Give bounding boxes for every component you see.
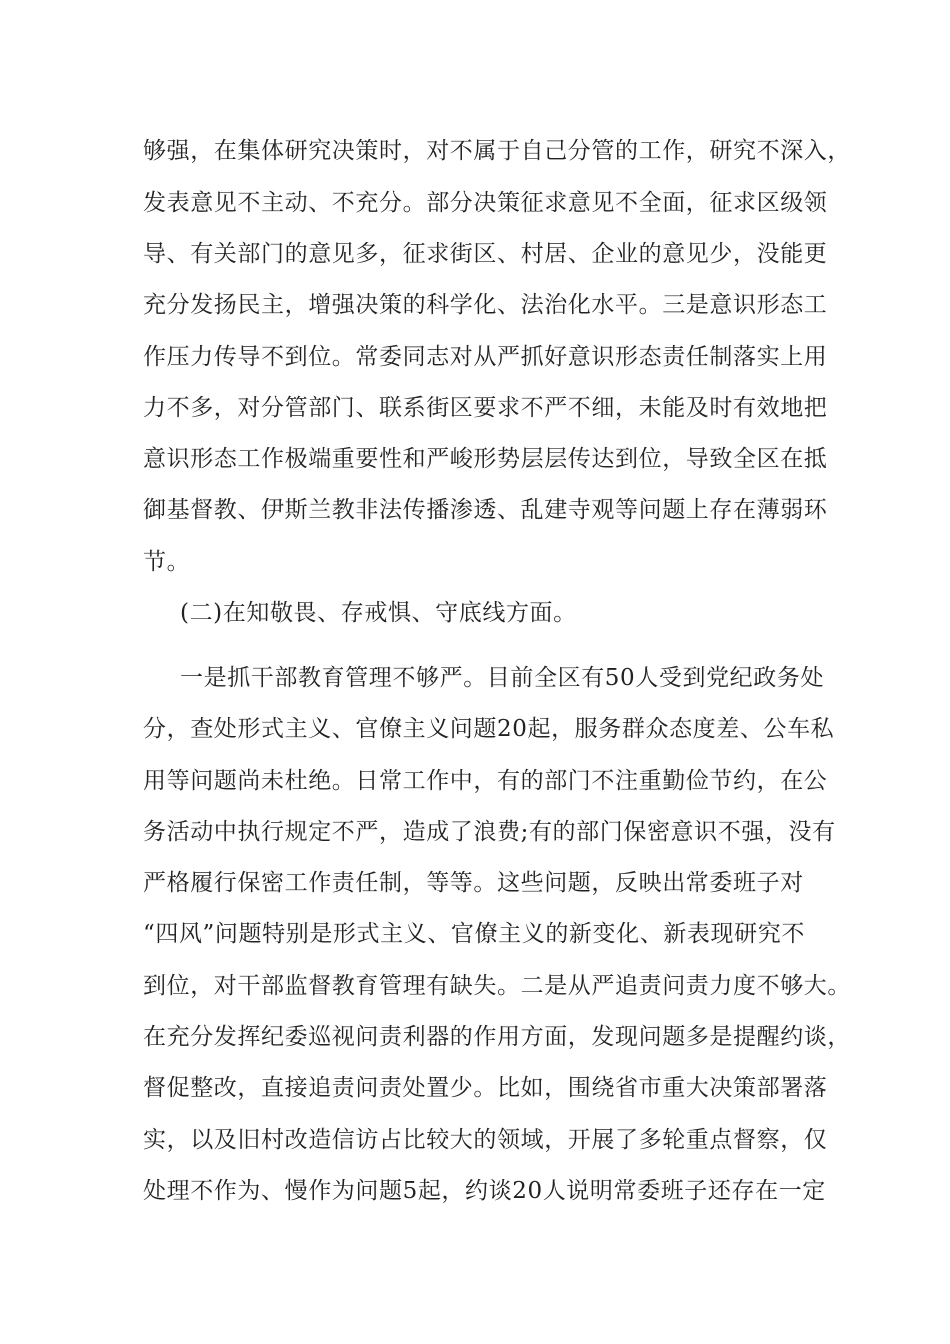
text-line: 意识形态工作极端重要性和严峻形势层层传达到位，导致全区在抵 (143, 446, 828, 472)
text-line: 督促整改，直接追责问责处置少。比如，围绕省市重大决策部署落 (143, 1075, 828, 1101)
text-line: 实，以及旧村改造信访占比较大的领域，开展了多轮重点督察，仅 (143, 1127, 828, 1153)
section-heading: (二)在知敬畏、存戒惧、守底线方面。 (180, 600, 577, 626)
text-line: 充分发扬民主，增强决策的科学化、法治化水平。三是意识形态工 (143, 292, 828, 318)
text-line: 在充分发挥纪委巡视问责利器的作用方面，发现问题多是提醒约谈， (143, 1024, 851, 1050)
text-line: 够强，在集体研究决策时，对不属于自己分管的工作，研究不深入， (143, 138, 851, 164)
text-line: 导、有关部门的意见多，征求街区、村居、企业的意见少，没能更 (143, 241, 828, 267)
text-line: 力不多，对分管部门、联系街区要求不严不细，未能及时有效地把 (143, 395, 828, 421)
text-line: 到位，对干部监督教育管理有缺失。二是从严追责问责力度不够大。 (143, 973, 851, 999)
text-line: 用等问题尚未杜绝。日常工作中，有的部门不注重勤俭节约，在公 (143, 768, 828, 794)
text-line: 严格履行保密工作责任制，等等。这些问题，反映出常委班子对 (143, 870, 804, 896)
text-line: 一是抓干部教育管理不够严。目前全区有50人受到党纪政务处 (180, 665, 825, 691)
text-line: 处理不作为、慢作为问题5起，约谈20人说明常委班子还存在一定 (143, 1178, 826, 1204)
text-line: 御基督教、伊斯兰教非法传播渗透、乱建寺观等问题上存在薄弱环 (143, 497, 828, 523)
text-line: 务活动中执行规定不严，造成了浪费;有的部门保密意识不强，没有 (143, 819, 836, 845)
text-line: 作压力传导不到位。常委同志对从严抓好意识形态责任制落实上用 (143, 344, 828, 370)
text-line: 分，查处形式主义、官僚主义问题20起，服务群众态度差、公车私 (143, 716, 835, 742)
text-line: “四风”问题特别是形式主义、官僚主义的新变化、新表现研究不 (143, 921, 805, 947)
text-line: 发表意见不主动、不充分。部分决策征求意见不全面，征求区级领 (143, 190, 828, 216)
text-line: 节。 (143, 549, 191, 575)
